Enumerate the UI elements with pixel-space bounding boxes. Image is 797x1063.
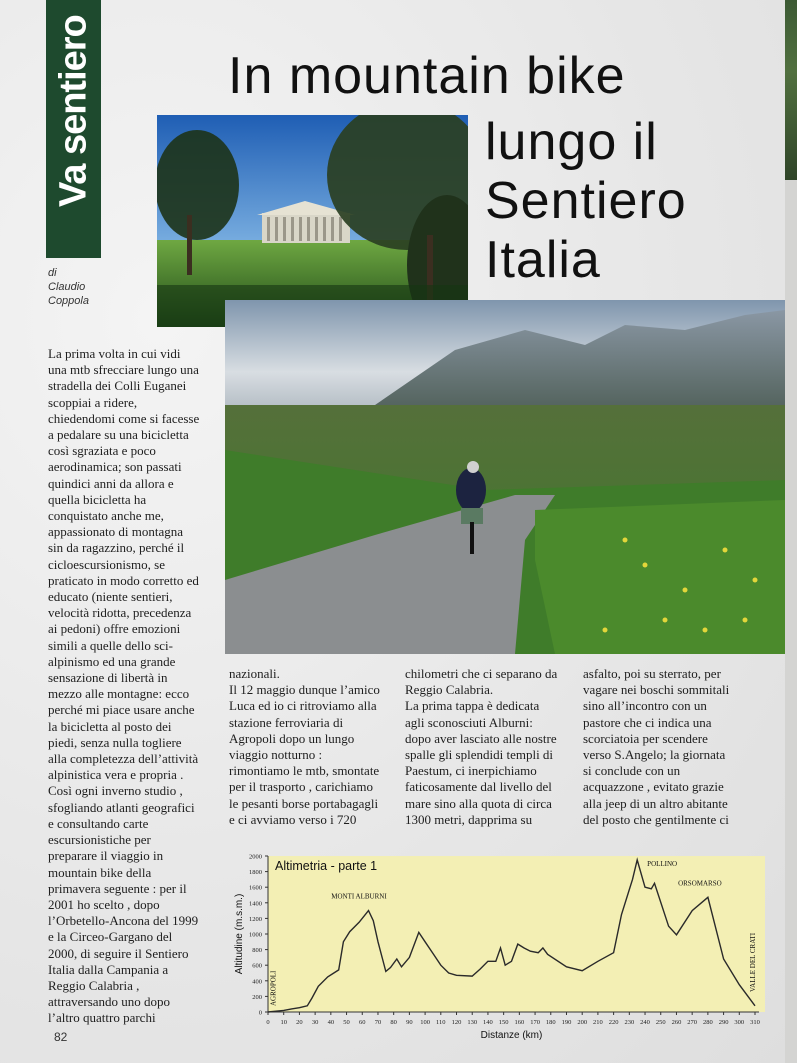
article-column-2: nazionali. Il 12 maggio dunque l’amico Luca ed io ci ritroviamo alla stazione ferroviaria di Agropoli dopo un lungo viaggio notturno : rimontiamo le mtb, smontate per il trasporto , carichiamo le pesanti borse portabagagli e ci avviamo verso i 720 [229,666,380,827]
byline-first-name: Claudio [48,281,86,293]
chart-x-tick-label: 90 [406,1019,413,1026]
chart-y-tick-label: 1800 [249,869,262,877]
chart-y-tick-label: 200 [252,993,262,1001]
chart-x-tick-label: 130 [467,1019,478,1026]
chart-annotation: POLLINO [647,859,678,868]
chart-y-tick-label: 600 [252,962,262,970]
chart-x-tick-label: 220 [608,1019,619,1026]
photo-paestum-temple-drawing [157,115,468,327]
chart-annotation: MONTI ALBURNI [331,892,387,901]
chart-x-tick-label: 310 [750,1019,760,1026]
chart-y-tick-label: 1200 [249,915,262,923]
chart-y-tick-label: 1600 [249,884,262,892]
article-title-line-2: lungo il [485,113,658,171]
chart-x-tick-label: 50 [343,1019,350,1026]
chart-x-tick-label: 200 [577,1019,588,1026]
chart-x-tick-label: 280 [702,1019,713,1026]
chart-x-tick-label: 290 [718,1019,729,1026]
chart-x-tick-label: 240 [640,1019,650,1026]
chart-x-tick-label: 150 [498,1019,509,1026]
chart-x-tick-label: 120 [451,1019,462,1026]
facing-page-edge [785,180,797,1063]
chart-x-tick-label: 20 [296,1019,303,1026]
chart-x-tick-label: 160 [514,1019,525,1026]
chart-x-tick-label: 40 [327,1019,335,1026]
section-band-label-wrap [46,0,101,258]
chart-x-tick-label: 300 [734,1019,745,1026]
elevation-chart [228,848,783,1058]
chart-annotation: ORSOMARSO [678,879,722,888]
chart-x-tick-label: 250 [655,1019,666,1026]
chart-x-tick-label: 70 [374,1019,382,1026]
article-title-line-3: Sentiero [485,172,687,230]
facing-page-photo-edge [785,0,797,180]
elevation-chart-svg [228,848,783,1058]
chart-x-tick-label: 110 [436,1019,446,1026]
article-title-line-4: Italia [485,231,601,289]
chart-x-tick-label: 0 [266,1019,270,1026]
chart-x-tick-label: 60 [359,1019,366,1026]
chart-y-tick-label: 2000 [249,853,262,861]
chart-x-axis-label: Distanze (km) [480,1030,543,1041]
article-column-3: chilometri che ci separano da Reggio Calabria. La prima tappa è dedicata agli sconosciuti Alburni: dopo aver lasciato alle nostre spalle gli splendidi templi di Paestum, ci inerpichiamo faticosamente dal livello del mare sino alla quota di circa 1300 metri, dapprima su [405,666,558,827]
chart-x-tick-label: 100 [420,1019,430,1026]
article-title-rest [485,113,687,290]
chart-title: Altimetria - parte 1 [275,859,378,873]
chart-annotation: AGROPOLI [269,970,278,1006]
chart-x-tick-label: 270 [687,1019,698,1026]
article-column-1: La prima volta in cui vidi una mtb sfrecciare lungo una stradella dei Colli Euganei scoppiai a ridere, chiedendomi come si facesse a pedalare su una bicicletta così sgraziata e poco aerodinamica; son passati quindici anni da allora e quella bicicletta ha conquistato anche me, appassionato di montagna sin da ragazzino, perché il cicloescursionismo, se praticato in modo corretto ed educato (niente sentieri, velocità ridotta, precedenza ai pedoni) offre emozioni simili a quelle dello sci- alpinismo ed una grande sensazione di libertà in mezzo alle montagne: ecco perché mi piace usare anche la bicicletta al posto dei piedi, senza nulla togliere alla completezza dell’attività alpinistica vera e propria . Così ogni inverno studio , sfogliando atlanti geografici e consultando carte escursionistiche per preparare il viaggio in mountain bike della primavera seguente : per il 2001 ho scelto , dopo l’Orbetello-Ancona del 1999 e la Circeo-Gargano del 2000, di seguire il Sentiero Italia dalla Campania a Reggio Calabria , attraversando uno dopo l’altro quattro parchi [48,346,200,1026]
photo-cyclist-alburni [225,300,785,654]
chart-y-axis-label: Altitudine (m.s.m.) [234,893,245,975]
photo-paestum-temple [157,115,468,327]
section-band-label: Va sentiero [52,15,94,207]
chart-x-tick-label: 230 [624,1019,635,1026]
chart-x-tick-label: 30 [311,1019,319,1026]
chart-x-tick-label: 180 [545,1019,556,1026]
chart-annotation: VALLE DEL CRATI [748,932,757,992]
chart-x-tick-label: 170 [530,1019,540,1026]
photo-cyclist-alburni-drawing [225,300,785,654]
chart-x-tick-label: 10 [280,1019,287,1026]
chart-x-tick-label: 210 [593,1019,603,1026]
chart-y-tick-label: 1400 [249,900,262,908]
page-number: 82 [54,1030,68,1044]
chart-x-tick-label: 190 [561,1019,572,1026]
chart-y-tick-label: 400 [252,978,262,986]
article-title-line-1: In mountain bike [228,47,626,105]
chart-y-tick-label: 800 [252,947,262,955]
byline-last-name: Coppola [48,295,89,307]
byline [48,266,89,308]
byline-prefix: di [48,267,57,279]
chart-y-tick-label: 1000 [249,931,262,939]
chart-x-tick-label: 80 [390,1019,397,1026]
chart-y-tick-label: 0 [258,1009,262,1017]
chart-x-tick-label: 140 [483,1019,493,1026]
chart-x-tick-label: 260 [671,1019,682,1026]
article-column-4: asfalto, poi su sterrato, per vagare nei boschi sommitali sino all’incontro con un pastore che ci indica una scorciatoia per scendere verso S.Angelo; la giornata si conclude con un acquazzone , evitato grazie alla jeep di un altro abitante del posto che gentilmente ci [583,666,730,827]
